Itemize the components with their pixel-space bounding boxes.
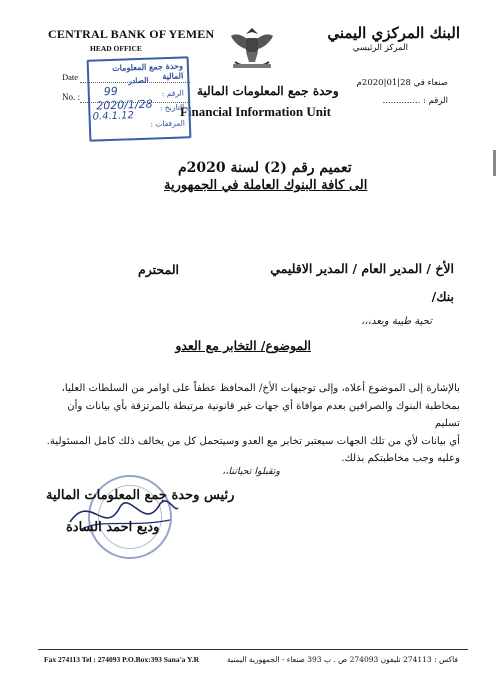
bank-name-ar: البنك المركزي اليمني bbox=[327, 24, 460, 42]
stamp-title: وحدة جمع المعلومات المالية bbox=[111, 60, 184, 82]
letter-body bbox=[44, 380, 460, 468]
eagle-emblem-icon bbox=[229, 22, 275, 72]
body-line: وعليه وجب مخاطبتكم بذلك. bbox=[341, 453, 460, 464]
body-line: بالإشارة إلى الموضوع أعلاه، وإلى توجيهات الأخ/ المحافظ عطفاً على اوامر من السلطات العليا، bbox=[61, 383, 460, 394]
signatory-title: رئيس وحدة جمع المعلومات المالية bbox=[46, 488, 235, 503]
circular-title: تعميم رقم (2) لسنة 2020م bbox=[178, 160, 352, 176]
respected-label: المحترم bbox=[138, 262, 179, 277]
unit-name-en: Financial Information Unit bbox=[180, 104, 331, 119]
stamp-attachments-label: المرفقات : bbox=[150, 118, 186, 129]
scan-edge-mark bbox=[493, 150, 496, 176]
addressee-line: الأخ / المدير العام / المدير الاقليمي bbox=[270, 261, 454, 276]
date-label: Date bbox=[62, 72, 79, 82]
number-ar: الرقم : .............. bbox=[382, 96, 448, 106]
stamp-date-label: التاريخ : bbox=[159, 102, 185, 113]
signatory-name: وديع احمد السادة bbox=[66, 520, 160, 535]
stamp-ref-value: 0.4.1.12 bbox=[92, 110, 135, 123]
number-label: No. : bbox=[62, 92, 80, 102]
body-line: بمخاطبة البنوك والصرافين بعدم موافاة أي جهات غير قانونية مرتبطة بالمرتزقة بأي بيانات وأن تسليم bbox=[67, 400, 460, 429]
footer-contact-en: Fax 274113 Tel : 274093 P.O.Box:393 Sana'a Y.R bbox=[44, 655, 200, 664]
stamp-date-value: 2020/1/28 bbox=[95, 97, 153, 113]
circular-recipients: الى كافة البنوك العاملة في الجمهورية bbox=[164, 178, 368, 193]
stamp-number-value: 99 bbox=[103, 84, 118, 99]
outgoing-stamp bbox=[87, 56, 192, 142]
body-line: أي بيانات لأي من تلك الجهات سيعتبر تخابر مع العدو وسيتحمل كل من يخالف ذلك كامل المسئولية. bbox=[46, 435, 460, 447]
stamp-number-label: الرقم : bbox=[161, 88, 184, 99]
greeting: تحية طيبة وبعد،،، bbox=[361, 316, 432, 327]
footer-divider bbox=[38, 649, 468, 650]
head-office-ar: المركز الرئيسي bbox=[352, 43, 408, 53]
footer-contact-ar: فاكس : 274113 تليفون 274093 ص . ب 393 صنعاء - الجمهورية اليمنية bbox=[226, 655, 458, 664]
bank-label: بنك/ bbox=[431, 289, 454, 304]
closing-line: وتقبلوا تحياتنا،، bbox=[222, 466, 280, 477]
date-ar: صنعاء في 28|01|2020م bbox=[356, 78, 448, 88]
unit-name-ar: وحدة جمع المعلومات المالية bbox=[197, 84, 339, 98]
bank-name-en: CENTRAL BANK OF YEMEN bbox=[48, 27, 215, 41]
head-office-en: HEAD OFFICE bbox=[90, 44, 142, 53]
stamp-outgoing: الصادر bbox=[128, 75, 149, 86]
subject-line: الموضوع/ التخابر مع العدو bbox=[175, 338, 311, 353]
